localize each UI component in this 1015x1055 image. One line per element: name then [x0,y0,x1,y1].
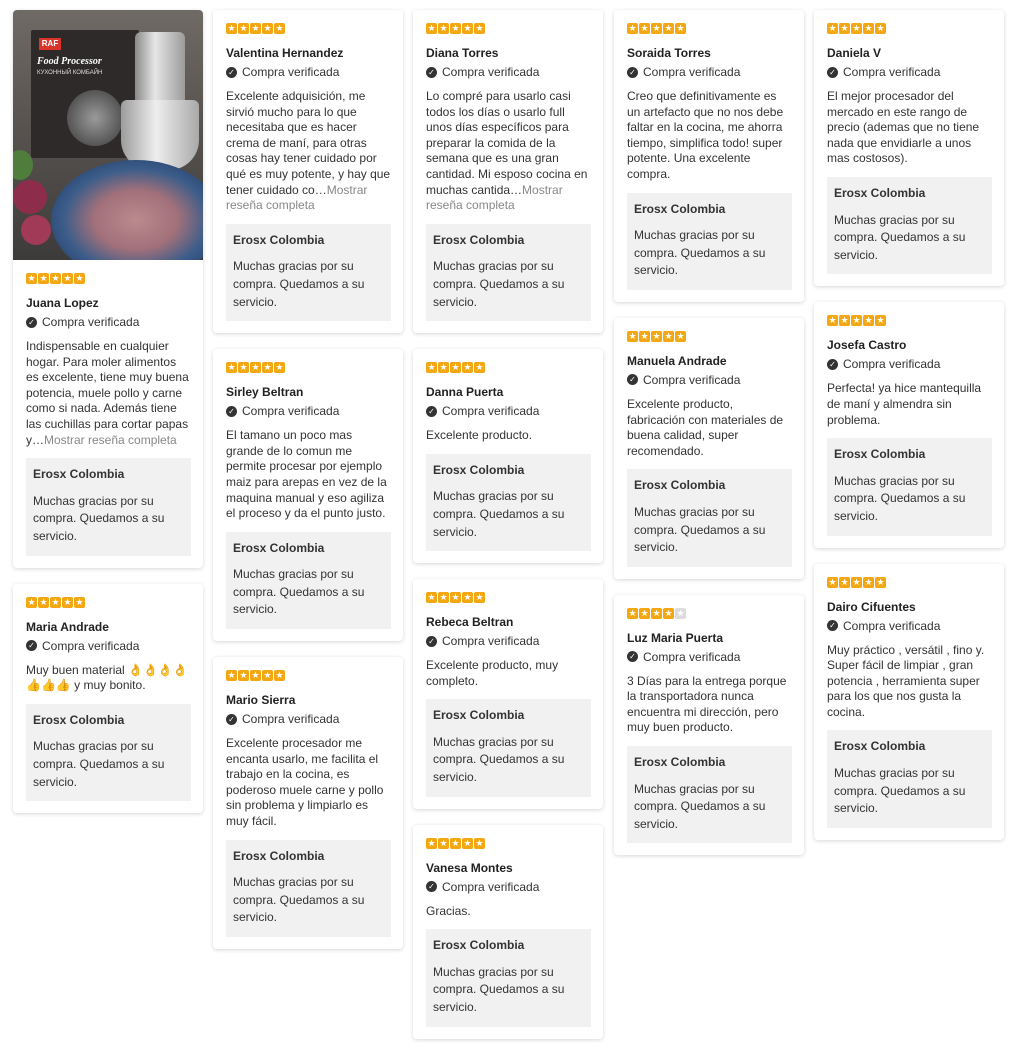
review-card [413,579,603,809]
merchant-reply [627,746,792,843]
review-card [213,657,403,949]
star-icon: ★ [640,330,649,341]
star-icon: ★ [239,23,248,33]
star-icon: ★ [475,592,484,603]
reply-author: Erosx Colombia [233,540,325,555]
chopper-motor [135,32,185,102]
star-icon: ★ [864,315,873,326]
verified-check-icon: ✓ [627,374,638,385]
verified-label: Compra verificada [242,712,340,727]
star-icon: ★ [227,23,236,33]
verified-check-icon: ✓ [827,67,838,78]
star-icon: ★ [239,670,248,681]
verified-purchase [827,357,992,371]
reply-text: Muchas gracias por su compra. Quedamos a su servicio. [834,766,966,816]
star-rating [426,23,591,34]
star-icon: ★ [463,23,472,33]
star-icon: ★ [439,23,448,33]
review-card [13,10,203,568]
star-icon: ★ [828,576,837,587]
star-icon: ★ [463,362,472,373]
review-text-content: El tamano un poco mas grande de lo comun me permite procesar por ejemplo maiz para arepas en vez de la maquina manual y eso agiliza el proceso y da el punto justo. [226,428,387,521]
reply-text: Muchas gracias por su compra. Quedamos a su servicio. [33,493,165,543]
review-card [814,10,1004,286]
star-icon: ★ [427,362,436,373]
reviewer-name: Mario Sierra [226,693,296,708]
review-card [814,302,1004,547]
onion-shape [13,180,47,214]
merchant-reply [226,224,391,321]
review-text-content: Muy práctico , versátil , fino y. Super fácil de limpiar , gran potencia , herramienta super para los que nos gusta la cocina. [827,642,985,719]
reviewer-name: Juana Lopez [26,296,99,310]
review-photo[interactable] [13,10,203,260]
review-text [426,658,591,689]
star-icon: ★ [475,23,484,33]
review-text [226,736,391,830]
verified-label: Compra verificada [442,404,540,419]
verified-check-icon: ✓ [627,67,638,78]
review-text [827,381,992,428]
review-card [614,10,804,302]
verified-check-icon: ✓ [226,67,237,78]
star-icon: ★ [876,23,885,33]
review-column [213,10,403,965]
review-text [827,89,992,167]
star-icon: ★ [475,362,484,373]
review-text-content: Perfecta! ya hice mantequilla de maní y almendra sin problema. [827,381,982,427]
star-icon: ★ [227,362,236,373]
show-full-review-link[interactable]: Mostrar reseña completa [426,182,563,213]
reply-author: Erosx Colombia [33,467,125,482]
review-column [814,10,1004,856]
verified-purchase [426,634,591,648]
review-text-content: Lo compré para usarlo casi todos los días o usarlo full unos días específicos para preparar la comida de la semana que es una gran cantidad. Mi esposo cocina en muchas cantida… [426,89,588,197]
verified-label: Compra verificada [442,634,540,649]
star-icon: ★ [51,596,60,607]
reply-author: Erosx Colombia [834,739,926,754]
reply-author: Erosx Colombia [634,478,726,493]
star-icon: ★ [664,330,673,341]
star-icon: ★ [664,607,673,618]
review-card [413,825,603,1039]
star-icon: ★ [27,273,36,283]
verified-check-icon: ✓ [226,714,237,725]
review-text [627,397,792,459]
star-icon: ★ [652,330,661,341]
merchant-reply [426,929,591,1026]
star-icon: ★ [27,596,36,607]
merchant-reply [226,840,391,937]
star-icon: ★ [275,670,284,681]
review-card [213,10,403,333]
verified-label: Compra verificada [843,618,941,633]
verified-label: Compra verificada [242,65,340,79]
star-icon: ★ [439,362,448,373]
reply-author: Erosx Colombia [433,938,525,953]
star-icon: ★ [676,330,685,341]
star-icon: ★ [39,273,48,283]
star-rating [627,331,792,342]
verified-purchase [226,65,391,79]
review-card-body [814,10,1004,286]
verified-label: Compra verificada [42,315,140,329]
reviewer-name: Daniela V [827,46,882,60]
verified-check-icon: ✓ [426,406,437,417]
star-icon: ★ [439,837,448,848]
review-card [814,564,1004,840]
verified-label: Compra verificada [843,357,941,372]
review-card-body [13,584,203,814]
review-text-content: Excelente producto, muy completo. [426,658,559,688]
reviewer-name: Vanesa Montes [426,860,513,875]
reply-author: Erosx Colombia [433,708,525,723]
star-icon: ★ [840,576,849,587]
verified-purchase [827,65,992,79]
box-subtitle: КУХОННЫЙ КОМБАЙН [37,70,103,76]
star-rating [426,838,591,849]
verified-check-icon: ✓ [827,359,838,370]
star-rating [26,273,191,284]
verified-check-icon: ✓ [426,636,437,647]
star-icon: ★ [664,23,673,33]
reply-text: Muchas gracias por su compra. Quedamos a su servicio. [433,964,565,1015]
verified-label: Compra verificada [442,65,540,79]
verified-purchase [426,404,591,418]
star-icon: ★ [451,592,460,603]
verified-label: Compra verificada [442,879,540,894]
reply-author: Erosx Colombia [834,447,926,462]
merchant-reply [26,704,191,801]
verified-label: Compra verificada [843,65,941,79]
star-icon: ★ [51,273,60,283]
verified-check-icon: ✓ [26,640,37,651]
reviewer-name: Sirley Beltran [226,385,304,400]
verified-purchase [627,65,792,79]
star-icon: ★ [852,23,861,33]
verified-purchase [627,650,792,664]
reply-text: Muchas gracias por su compra. Quedamos a su servicio. [634,781,766,831]
verified-purchase [627,373,792,387]
review-text [827,643,992,721]
merchant-reply [426,454,591,551]
star-icon: ★ [628,607,637,618]
star-icon: ★ [275,362,284,373]
review-text [426,428,591,444]
review-text [627,674,792,736]
reply-author: Erosx Colombia [433,232,525,247]
star-icon: ★ [239,362,248,373]
review-card [614,318,804,579]
star-icon: ★ [251,23,260,33]
vegetable-shape [13,150,33,180]
review-card-body [614,10,804,302]
review-text-content: Excelente producto. [426,428,533,443]
verified-label: Compra verificada [643,65,741,79]
star-icon: ★ [828,315,837,326]
review-text-content: Indispensable en cualquier hogar. Para moler alimentos es excelente, tiene muy buena potencia, muele pollo y carne como si nada. Además tiene las cuchillas para cortar papas y… [26,339,189,447]
review-text [426,89,591,214]
star-icon: ★ [628,23,637,33]
review-card-body [213,657,403,949]
onion-shape [21,215,51,245]
review-column [13,10,203,829]
reply-text: Muchas gracias por su compra. Quedamos a su servicio. [634,504,766,555]
star-rating [226,362,391,373]
star-icon: ★ [640,607,649,618]
review-card-body [814,564,1004,840]
reply-author: Erosx Colombia [233,232,325,247]
star-icon: ★ [63,596,72,607]
star-icon: ★ [263,670,272,681]
review-card [413,349,603,563]
review-text-content: El mejor procesador del mercado en este rango de precio (ademas que no tiene nada que envidiarle a unos mas costosos). [827,89,980,166]
reply-text: Muchas gracias por su compra. Quedamos a su servicio. [433,734,565,785]
star-rating [226,670,391,681]
review-card-body [413,10,603,333]
star-icon: ★ [427,837,436,848]
verified-purchase [26,315,191,329]
review-card-body [413,349,603,563]
verified-purchase [426,65,591,79]
star-icon: ★ [676,23,685,33]
reviewer-name: Dairo Cifuentes [827,599,916,614]
reply-text: Muchas gracias por su compra. Quedamos a su servicio. [233,259,365,309]
merchant-reply [226,532,391,629]
review-text [627,89,792,183]
review-card [413,10,603,333]
star-icon: ★ [439,592,448,603]
star-icon: ★ [451,837,460,848]
star-icon: ★ [251,670,260,681]
star-icon: ★ [263,362,272,373]
star-rating [26,597,191,608]
reviewer-name: Soraida Torres [627,46,711,60]
star-icon: ★ [463,592,472,603]
review-text [226,89,391,214]
reviewer-name: Manuela Andrade [627,353,727,368]
star-icon: ★ [876,576,885,587]
merchant-reply [26,458,191,555]
verified-check-icon: ✓ [426,67,437,78]
verified-purchase [827,619,992,633]
star-icon: ★ [227,670,236,681]
star-icon: ★ [463,837,472,848]
review-card-body [814,302,1004,547]
star-icon: ★ [840,23,849,33]
verified-label: Compra verificada [643,372,741,387]
merchant-reply [827,730,992,827]
verified-check-icon: ✓ [226,406,237,417]
star-icon: ★ [876,315,885,326]
star-icon: ★ [451,362,460,373]
review-text-content: Excelente producto, fabricación con materiales de buena calidad, super recomendado. [627,396,784,458]
star-icon: ★ [263,23,272,33]
merchant-reply [827,438,992,535]
reply-author: Erosx Colombia [634,201,726,216]
reviewer-name: Maria Andrade [26,619,109,634]
review-text-content: Creo que definitivamente es un artefacto que no nos debe faltar en la cocina, me ahorra tiempo, simplifica todo! super potente. Una excelente compra. [627,89,784,181]
review-column [614,10,804,871]
star-icon: ★ [864,23,873,33]
star-icon: ★ [676,607,685,618]
reply-author: Erosx Colombia [33,712,125,727]
star-icon: ★ [75,273,84,283]
review-card-body [614,318,804,579]
merchant-reply [827,177,992,274]
star-icon: ★ [39,596,48,607]
star-rating [827,577,992,588]
review-text [426,904,591,920]
reply-text: Muchas gracias por su compra. Quedamos a su servicio. [433,259,565,309]
star-icon: ★ [852,576,861,587]
reply-text: Muchas gracias por su compra. Quedamos a su servicio. [834,212,966,262]
reply-author: Erosx Colombia [834,185,926,200]
verified-purchase [226,712,391,726]
merchant-reply [627,193,792,290]
star-rating [827,315,992,326]
plate-ground-meat [51,160,203,260]
star-rating [226,23,391,34]
review-card [213,349,403,641]
merchant-reply [426,699,591,796]
star-rating [627,23,792,34]
review-card-body [413,825,603,1039]
merchant-reply [426,224,591,321]
reviewer-name: Valentina Hernandez [226,46,344,60]
review-text [226,428,391,522]
verified-check-icon: ✓ [827,620,838,631]
star-icon: ★ [251,362,260,373]
reviewer-name: Rebeca Beltran [426,615,514,630]
verified-purchase [226,404,391,418]
review-text-content: Excelente adquisición, me sirvió mucho para lo que necesitaba que es hacer crema de maní, para otras cosas hay tener cuidado por qué es muy potente, y hay que tener cuidado co… [226,89,391,197]
review-card [614,595,804,856]
reply-text: Muchas gracias por su compra. Quedamos a su servicio. [433,489,565,539]
star-icon: ★ [652,607,661,618]
review-card-body [413,579,603,809]
reply-author: Erosx Colombia [433,462,525,477]
star-icon: ★ [828,23,837,33]
star-rating [627,608,792,619]
review-text-content: Excelente procesador me encanta usarlo, me facilita el trabajo en la cocina, es poderoso muele carne y pollo sin problema y limpiarlo es muy fácil. [226,736,384,829]
show-full-review-link[interactable]: Mostrar reseña completa [44,432,177,447]
review-text-content: Muy buen material 👌👌👌👌👍👍👍 y muy bonito. [26,662,188,693]
star-icon: ★ [864,576,873,587]
review-text-content: 3 Días para la entrega porque la transportadora nunca encuentra mi dirección, pero muy buen producto. [627,673,787,735]
verified-label: Compra verificada [643,649,741,664]
star-icon: ★ [628,330,637,341]
star-rating [426,362,591,373]
star-icon: ★ [427,23,436,33]
review-card-body [614,595,804,856]
reply-text: Muchas gracias por su compra. Quedamos a su servicio. [233,567,365,617]
verified-purchase [426,880,591,894]
review-column [413,10,603,1055]
merchant-reply [627,469,792,566]
verified-check-icon: ✓ [426,881,437,892]
verified-check-icon: ✓ [627,651,638,662]
reviewer-name: Josefa Castro [827,338,907,353]
reply-text: Muchas gracias por su compra. Quedamos a su servicio. [233,875,365,925]
reply-author: Erosx Colombia [233,848,325,863]
review-text [26,339,191,448]
star-icon: ★ [451,23,460,33]
review-card-body [13,260,203,568]
reply-text: Muchas gracias por su compra. Quedamos a su servicio. [634,228,766,278]
box-title: Food Processor [37,56,102,67]
star-icon: ★ [652,23,661,33]
reply-text: Muchas gracias por su compra. Quedamos a su servicio. [33,739,165,789]
review-card-body [213,10,403,333]
star-rating [827,23,992,34]
show-full-review-link[interactable]: Mostrar reseña completa [226,182,368,213]
reviewer-name: Diana Torres [426,46,499,60]
star-icon: ★ [640,23,649,33]
box-brand: RAF [39,38,61,50]
reviewer-name: Luz Maria Puerta [627,630,724,645]
star-icon: ★ [852,315,861,326]
star-icon: ★ [475,837,484,848]
verified-purchase [26,639,191,653]
box-image [67,90,123,146]
verified-check-icon: ✓ [26,317,37,328]
review-text [26,663,191,694]
star-icon: ★ [63,273,72,283]
star-rating [426,592,591,603]
verified-label: Compra verificada [242,404,340,419]
star-icon: ★ [840,315,849,326]
star-icon: ★ [75,596,84,607]
verified-label: Compra verificada [42,638,140,653]
review-card-body [213,349,403,641]
star-icon: ★ [427,592,436,603]
star-icon: ★ [275,23,284,33]
reviewer-name: Danna Puerta [426,385,504,400]
review-text-content: Gracias. [426,903,471,918]
review-card [13,584,203,814]
reply-author: Erosx Colombia [634,755,726,770]
reply-text: Muchas gracias por su compra. Quedamos a su servicio. [834,473,966,523]
